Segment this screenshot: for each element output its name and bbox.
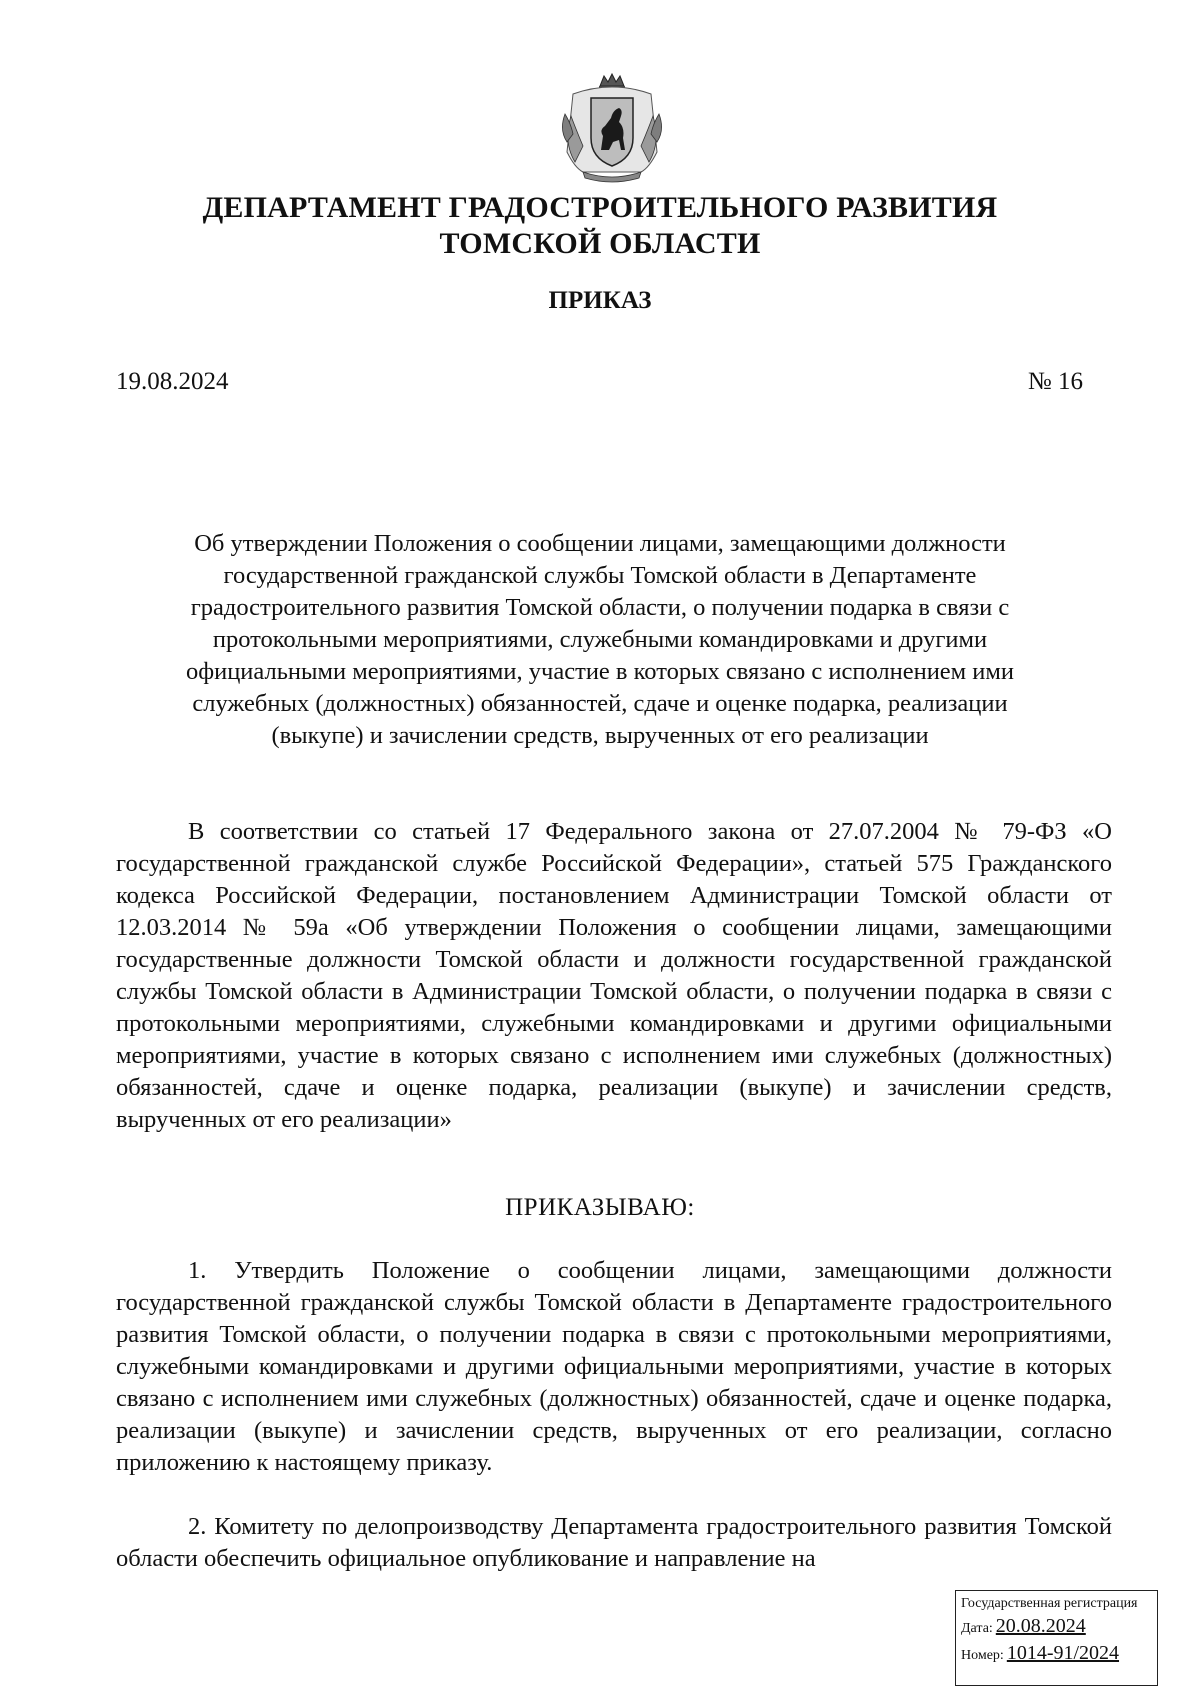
- subject-line: (выкупе) и зачислении средств, вырученных от его реализации: [271, 722, 929, 749]
- registration-date-label: Дата:: [961, 1621, 993, 1636]
- document-type: ПРИКАЗ: [548, 287, 652, 314]
- document-date: 19.08.2024: [116, 368, 229, 395]
- subject-line: государственной гражданской службы Томской области в Департаменте: [223, 562, 977, 589]
- subject-line: официальными мероприятиями, участие в которых связано с исполнением ими: [185, 658, 1015, 685]
- document-number: № 16: [1027, 368, 1083, 395]
- order-item-2: 2. Комитету по делопроизводству Департамента градостроительного развития Томской области обеспечить официальное опубликование и направление на: [116, 1513, 1112, 1572]
- department-name: [100, 190, 1100, 262]
- registration-number-value: 1014-91/2024: [1006, 1642, 1120, 1664]
- registration-date-row: [961, 1617, 1152, 1638]
- preamble-paragraph: В соответствии со статьей 17 Федерального закона от 27.07.2004 № 79-ФЗ «О государственной гражданской службе Российской Федерации», статьей 575 Гражданского кодекса Российской Федерации, постановлением Администрации Томской области от 12.03.2014 № 59а «Об утверждении Положения о сообщении лицами, замещающими государственные должности Томской области и должности государственной гражданской службы Томской области в Администрации Томской области, о получении подарка в связи с протокольными мероприятиями, служебными командировками и другими официальными мероприятиями, участие в которых связано с исполнением ими служебных (должностных) обязанностей, сдаче и оценке подарка, реализации (выкупе) и зачислении средств, вырученных от его реализации»: [116, 818, 1112, 1133]
- subject-line: протокольными мероприятиями, служебными командировками и другими: [212, 626, 988, 653]
- department-name-line1: ДЕПАРТАМЕНТ ГРАДОСТРОИТЕЛЬНОГО РАЗВИТИЯ: [202, 191, 998, 224]
- registration-title: Государственная регистрация: [961, 1596, 1138, 1611]
- order-directive: ПРИКАЗЫВАЮ:: [505, 1194, 695, 1221]
- subject-line: Об утверждении Положения о сообщении лицами, замещающими должности: [194, 530, 1006, 557]
- department-name-line2: ТОМСКОЙ ОБЛАСТИ: [439, 227, 761, 260]
- registration-date-value: 20.08.2024: [995, 1615, 1086, 1637]
- registration-number-row: [961, 1644, 1152, 1665]
- registration-stamp: [955, 1590, 1158, 1686]
- order-item-1: 1. Утвердить Положение о сообщении лицами, замещающими должности государственной гражданской службы Томской области в Департаменте градостроительного развития Томской области, о получении подарка в связи с протокольными мероприятиями, служебными командировками и другими официальными мероприятиями, участие в которых связано с исполнением ими служебных (должностных) обязанностей, сдаче и оценке подарка, реализации (выкупе) и зачислении средств, вырученных от его реализации, согласно приложению к настоящему приказу.: [116, 1257, 1112, 1476]
- registration-number-label: Номер:: [961, 1648, 1004, 1663]
- subject-line: градостроительного развития Томской области, о получении подарка в связи с: [190, 594, 1010, 621]
- document-subject: [140, 528, 1060, 752]
- subject-line: служебных (должностных) обязанностей, сдаче и оценке подарка, реализации: [192, 690, 1008, 717]
- tomsk-region-coat-of-arms-icon: [553, 72, 671, 184]
